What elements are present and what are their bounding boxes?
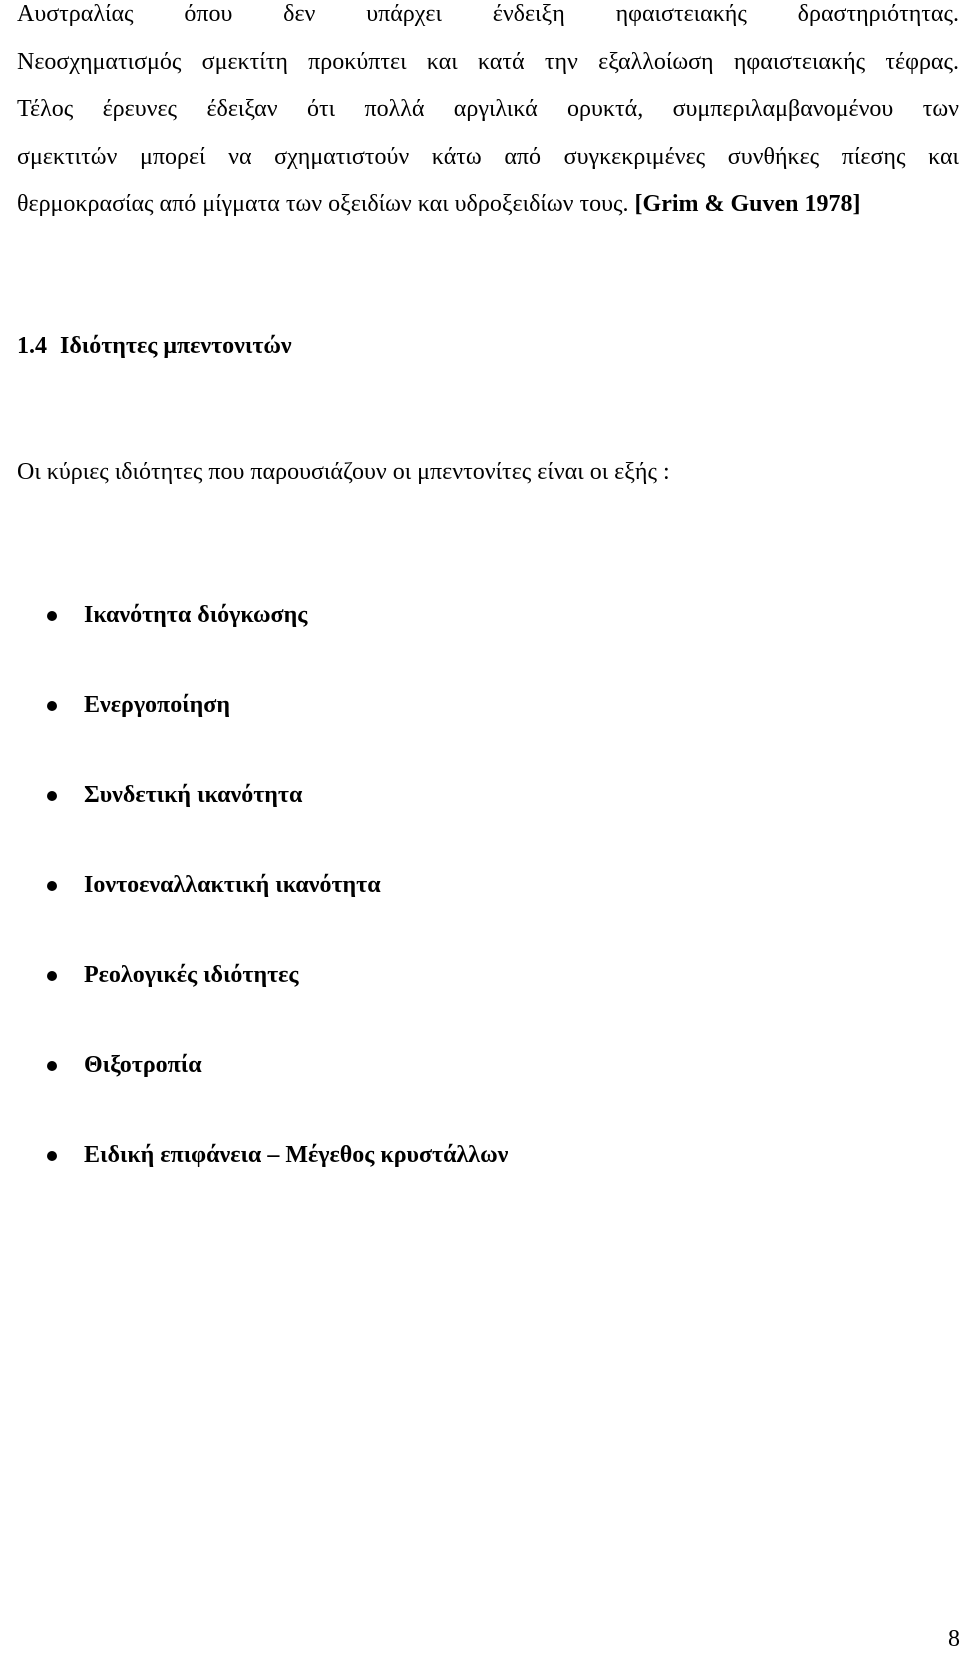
bullet-icon bbox=[47, 881, 57, 891]
bullet-icon bbox=[47, 701, 57, 711]
paragraph-last-line bbox=[17, 181, 959, 229]
bullet-icon bbox=[47, 971, 57, 981]
property-label: Θιξοτροπία bbox=[84, 1052, 202, 1078]
section-number: 1.4 bbox=[17, 333, 47, 359]
property-label: Ρεολογικές ιδιότητες bbox=[84, 962, 299, 988]
paragraph-line: Νεοσχηματισμός σμεκτίτη προκύπτει και κατά την εξαλλοίωση ηφαιστειακής τέφρας. bbox=[17, 48, 959, 75]
page-number: 8 bbox=[948, 1626, 960, 1652]
property-label: Συνδετική ικανότητα bbox=[84, 782, 303, 808]
paragraph-line-text: θερμοκρασίας από μίγματα των οξειδίων και υδροξειδίων τους. bbox=[17, 191, 635, 217]
property-label: Ιοντοεναλλακτική ικανότητα bbox=[84, 872, 381, 898]
paragraph-line: σμεκτιτών μπορεί να σχηματιστούν κάτω από συγκεκριμένες συνθήκες πίεσης και bbox=[17, 143, 959, 170]
property-label: Ειδική επιφάνεια – Μέγεθος κρυστάλλων bbox=[84, 1142, 509, 1168]
section-title: Ιδιότητες μπεντονιτών bbox=[60, 333, 292, 359]
bullet-icon bbox=[47, 1061, 57, 1071]
property-label: Ενεργοποίηση bbox=[84, 692, 230, 718]
intro-sentence: Οι κύριες ιδιότητες που παρουσιάζουν οι μπεντονίτες είναι οι εξής : bbox=[17, 459, 670, 485]
paragraph-line: Αυστραλίας όπου δεν υπάρχει ένδειξη ηφαιστειακής δραστηριότητας. bbox=[17, 1, 959, 27]
bullet-icon bbox=[47, 791, 57, 801]
bullet-icon bbox=[47, 1151, 57, 1161]
section-heading bbox=[17, 331, 292, 361]
bullet-icon bbox=[47, 611, 57, 621]
body-paragraph bbox=[17, 0, 959, 229]
property-label: Ικανότητα διόγκωσης bbox=[84, 602, 308, 628]
citation: [Grim & Guven 1978] bbox=[634, 191, 861, 217]
paragraph-line: Τέλος έρευνες έδειξαν ότι πολλά αργιλικά ορυκτά, συμπεριλαμβανομένου των bbox=[17, 96, 959, 122]
